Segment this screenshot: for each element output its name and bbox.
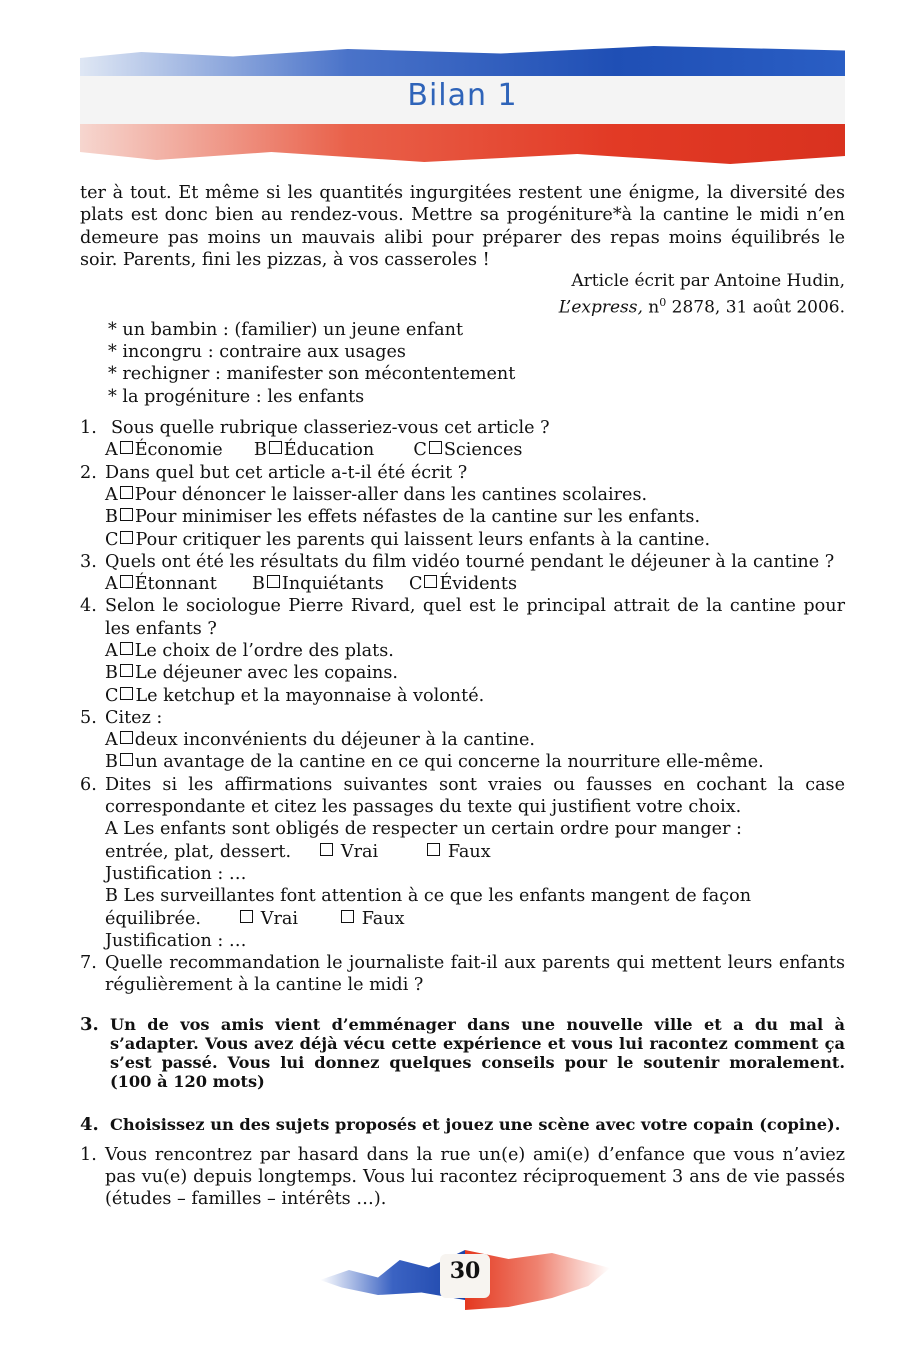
question-6 — [80, 774, 845, 952]
option-b-text: Inquiétants — [281, 574, 384, 595]
checkbox[interactable] — [429, 441, 442, 454]
option-letter: A — [105, 574, 118, 595]
option-a — [105, 729, 845, 751]
statement-a: A Les enfants sont obligés de respecter un certain ordre pour manger : — [105, 819, 742, 840]
statement-a-choice — [105, 841, 845, 863]
statement-b-choice — [105, 908, 845, 930]
checkbox-faux[interactable] — [427, 843, 440, 856]
page-content — [80, 182, 845, 1211]
source-issue-prefix: n — [642, 297, 660, 318]
option-b-text: Éducation — [283, 440, 375, 461]
question-number: 3. — [80, 551, 97, 572]
justification-a: Justification : … — [105, 863, 247, 884]
question-number: 7. — [80, 953, 97, 974]
option-a — [105, 640, 845, 662]
option-b — [105, 751, 845, 773]
option-letter: A — [105, 641, 118, 661]
exercise-text: Un de vos amis vient d’emménager dans une nouvelle ville et a du mal à s’adapter. Vous avez déjà vécu cette expérience et vous lui racontez comment ça s’est passé. Vous lui donnez quelques conseils pour le soutenir moralement. (100 à 120 mots) — [110, 1014, 845, 1091]
faux-label: Faux — [447, 841, 491, 862]
checkbox[interactable] — [269, 441, 282, 454]
option-text: un avantage de la cantine en ce qui concerne la nourriture elle-même. — [134, 752, 764, 773]
option-letter: C — [409, 574, 423, 595]
question-number: 4. — [80, 596, 97, 617]
source-issue-sup: 0 — [659, 296, 667, 310]
option-letter: C — [105, 685, 119, 706]
exercise-number: 4. — [80, 1113, 99, 1135]
option-letter: B — [105, 752, 118, 773]
checkbox[interactable] — [120, 753, 133, 766]
checkbox-vrai[interactable] — [240, 910, 253, 923]
glossary-item: * un bambin : (familier) un jeune enfant — [108, 319, 464, 340]
checkbox[interactable] — [120, 575, 133, 588]
question-number: 1. — [80, 418, 97, 439]
question-text: Sous quelle rubrique classeriez-vous cet article ? — [111, 418, 550, 439]
question-number: 6. — [80, 774, 97, 795]
option-letter: C — [413, 440, 427, 461]
flag-stripe-red — [80, 124, 845, 164]
option-letter: B — [253, 440, 267, 461]
source-publication: L’express, — [558, 297, 643, 318]
option-b — [105, 662, 845, 684]
question-text: Selon le sociologue Pierre Rivard, quel est le principal attrait de la cantine pour les enfants ? — [105, 596, 845, 639]
option-c-text: Évidents — [439, 574, 517, 595]
question-text: Dites si les affirmations suivantes sont vraies ou fausses en cochant la case correspondante et citez les passages du texte qui justifient votre choix. — [105, 774, 845, 818]
checkbox[interactable] — [120, 687, 133, 700]
question-3 — [80, 551, 845, 596]
option-b — [105, 506, 845, 528]
checkbox[interactable] — [120, 642, 133, 655]
option-c — [105, 685, 845, 707]
checkbox[interactable] — [120, 731, 133, 744]
option-c-text: Sciences — [443, 440, 523, 461]
question-text: Dans quel but cet article a-t-il été écrit ? — [105, 462, 468, 483]
option-letter: A — [105, 440, 118, 461]
source-publication-line — [80, 292, 845, 319]
vrai-label: Vrai — [260, 908, 298, 929]
topic-number: 1. — [80, 1144, 97, 1165]
option-text: deux inconvénients du déjeuner à la cantine. — [134, 730, 536, 751]
option-letter: A — [105, 484, 118, 505]
page-number: 30 — [449, 1258, 481, 1284]
question-text: Quelle recommandation le journaliste fait-il aux parents qui mettent leurs enfants régulièrement à la cantine le midi ? — [105, 953, 845, 996]
statement-b: B Les surveillantes font attention à ce que les enfants mangent de façon — [105, 886, 752, 907]
option-a-text: Économie — [134, 440, 223, 461]
page-footer — [320, 1238, 610, 1318]
option-letter: C — [105, 529, 119, 550]
option-letter: A — [105, 730, 118, 751]
question-number: 5. — [80, 707, 97, 728]
source-author: Article écrit par Antoine Hudin, — [571, 271, 845, 292]
checkbox[interactable] — [424, 575, 437, 588]
option-text: Pour dénoncer le laisser-aller dans les cantines scolaires. — [134, 484, 648, 505]
checkbox[interactable] — [120, 441, 133, 454]
source-issue-rest: 2878, 31 août 2006. — [666, 297, 845, 318]
checkbox[interactable] — [120, 664, 133, 677]
question-text: Citez : — [105, 707, 163, 728]
checkbox-vrai[interactable] — [320, 843, 333, 856]
option-letter: B — [105, 507, 118, 528]
option-a-text: Étonnant — [134, 574, 217, 595]
option-letter: B — [251, 574, 265, 595]
option-text: Pour critiquer les parents qui laissent leurs enfants à la cantine. — [135, 529, 711, 550]
question-4 — [80, 595, 845, 706]
answer-options — [105, 573, 845, 595]
vrai-label: Vrai — [340, 841, 379, 862]
checkbox[interactable] — [267, 575, 280, 588]
question-5 — [80, 707, 845, 774]
question-number: 2. — [80, 462, 97, 483]
glossary-item: * la progéniture : les enfants — [108, 386, 365, 407]
flag-stripe-blue — [80, 46, 845, 76]
article-source — [80, 271, 845, 319]
option-text: Le ketchup et la mayonnaise à volonté. — [135, 685, 485, 706]
topic-text: Vous rencontrez par hasard dans la rue un(e) ami(e) d’enfance que vous n’aviez pas vu(e) depuis longtemps. Vous lui racontez réciproquement 3 ans de vie passés (études – familles – intérêts …). — [105, 1144, 845, 1210]
checkbox[interactable] — [120, 508, 133, 521]
option-c — [105, 529, 845, 551]
justification-b: Justification : … — [105, 930, 247, 951]
glossary — [80, 319, 845, 408]
exercise-text: Choisissez un des sujets proposés et jouez une scène avec votre copain (copine). — [110, 1114, 841, 1134]
question-7 — [80, 952, 845, 997]
topic-1 — [80, 1144, 845, 1211]
faux-label: Faux — [361, 908, 405, 929]
option-text: Pour minimiser les effets néfastes de la cantine sur les enfants. — [134, 507, 701, 528]
exercise-3 — [80, 1015, 845, 1091]
option-text: Le choix de l’ordre des plats. — [134, 641, 394, 661]
answer-options — [105, 439, 845, 461]
glossary-item: * incongru : contraire aux usages — [108, 342, 406, 363]
option-a — [105, 484, 845, 506]
intro-paragraph: ter à tout. Et même si les quantités ingurgitées restent une énigme, la diversité des plats est donc bien au rendez-vous. Mettre sa progéniture*à la cantine le midi n’en demeure pas moins un mauvais alibi pour préparer des repas moins équilibrés le soir. Parents, fini les pizzas, à vos casseroles ! — [80, 183, 845, 270]
exercise-number: 3. — [80, 1013, 99, 1035]
exercise-4 — [80, 1115, 845, 1134]
glossary-item: * rechigner : manifester son mécontentement — [108, 364, 516, 385]
option-text: Le déjeuner avec les copains. — [134, 663, 398, 684]
question-1 — [80, 417, 845, 462]
statement-b-end: équilibrée. — [105, 908, 201, 929]
question-text: Quels ont été les résultats du film vidéo tourné pendant le déjeuner à la cantine ? — [105, 551, 835, 572]
statement-a-end: entrée, plat, dessert. — [105, 841, 292, 862]
option-letter: B — [105, 663, 118, 684]
page-title: Bilan 1 — [407, 78, 518, 113]
checkbox[interactable] — [120, 531, 133, 544]
question-2 — [80, 462, 845, 551]
title-banner — [80, 40, 845, 168]
checkbox-faux[interactable] — [341, 910, 354, 923]
checkbox[interactable] — [120, 486, 133, 499]
